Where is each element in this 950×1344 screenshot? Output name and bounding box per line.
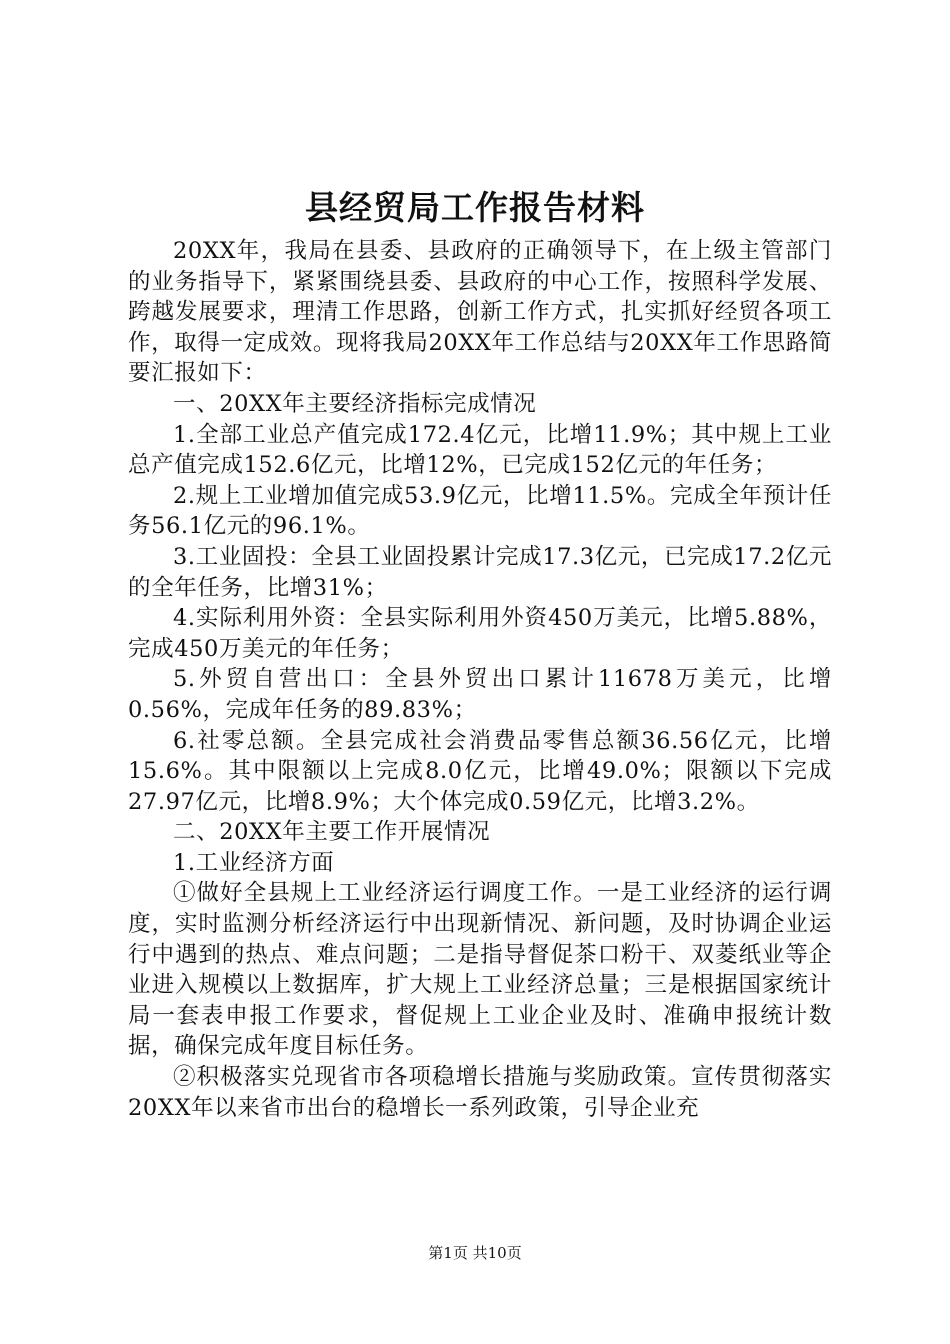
page-number-footer: 第1页 共10页 (428, 1244, 522, 1262)
paragraph-item-6: 6.社零总额。全县完成社会消费品零售总额36.56亿元，比增15.6%。其中限额以上完成8.0亿元，比增49.0%；限额以下完成27.97亿元，比增8.9%；大个体完成0.59亿元，比增3.2%。 (128, 727, 832, 815)
paragraph-item-2: 2.规上工业增加值完成53.9亿元，比增11.5%。完成全年预计任务56.1亿元的96.1%。 (128, 482, 832, 540)
paragraph-item-4: 4.实际利用外资：全县实际利用外资450万美元，比增5.88%，完成450万美元的年任务； (128, 605, 832, 662)
paragraph-intro: 20XX年，我局在县委、县政府的正确领导下，在上级主管部门的业务指导下，紧紧围绕县委、县政府的中心工作，按照科学发展、跨越发展要求，理清工作思路，创新工作方式，扎实抓好经贸各项工作，取得一定成效。现将我局20XX年工作总结与20XX年工作思路简要汇报如下： (128, 238, 832, 387)
subsection-heading-1: 1.工业经济方面 (173, 849, 335, 876)
paragraph-item-1: 1.全部工业总产值完成172.4亿元，比增11.9%；其中规上工业总产值完成152.6亿元，比增12%，已完成152亿元的年任务； (128, 421, 832, 479)
document-title: 县经贸局工作报告材料 (305, 188, 645, 227)
section-heading-2: 二、20XX年主要工作开展情况 (173, 819, 491, 846)
paragraph-point-2: ②积极落实兑现省市各项稳增长措施与奖励政策。宣传贯彻落实20XX年以来省市出台的稳增长一系列政策，引导企业充 (128, 1064, 832, 1121)
paragraph-point-1: ①做好全县规上工业经济运行调度工作。一是工业经济的运行调度，实时监测分析经济运行中出现新情况、新问题，及时协调企业运行中遇到的热点、难点问题；二是指导督促茶口粉干、双菱纸业等企业进入规模以上数据库，扩大规上工业经济总量；三是根据国家统计局一套表申报工作要求，督促规上工业企业及时、准确申报统计数据，确保完成年度目标任务。 (128, 880, 832, 1060)
paragraph-item-5: 5.外贸自营出口：全县外贸出口累计11678万美元，比增0.56%，完成年任务的89.83%； (128, 666, 832, 723)
section-heading-1: 一、20XX年主要经济指标完成情况 (173, 390, 537, 417)
paragraph-item-3: 3.工业固投：全县工业固投累计完成17.3亿元，已完成17.2亿元的全年任务，比增31%； (128, 543, 832, 601)
document-body (128, 236, 832, 1123)
